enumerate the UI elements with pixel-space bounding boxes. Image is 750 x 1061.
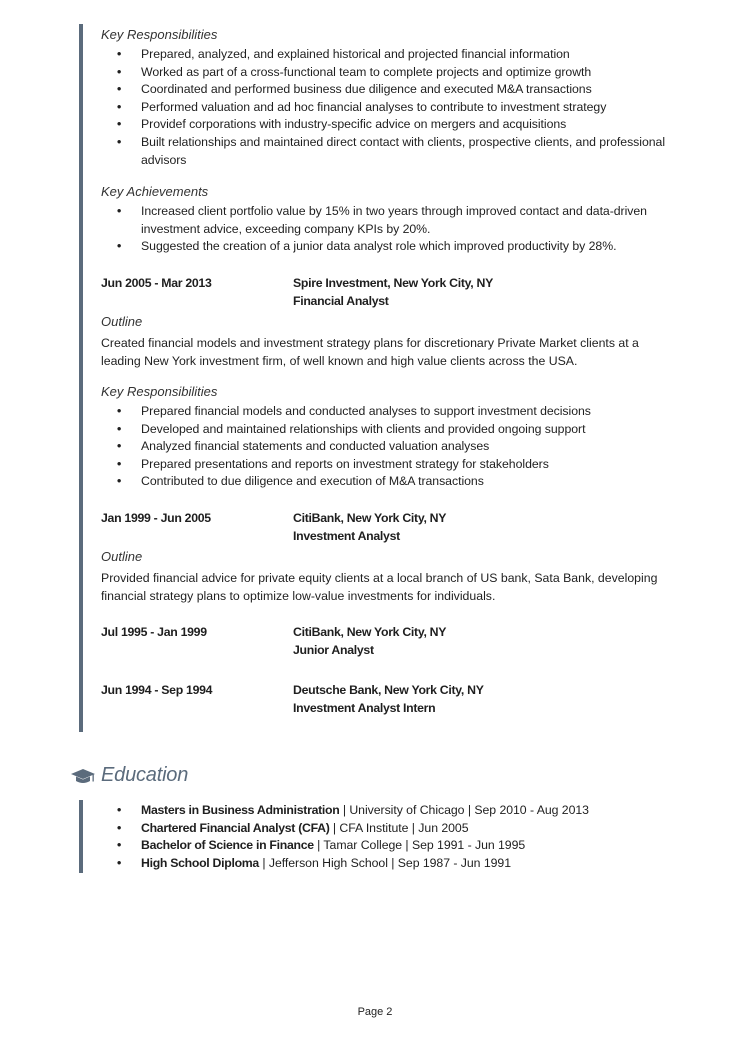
list-item: • Prepared financial models and conducted analyses to support investment decisions — [101, 403, 681, 421]
degree-name: Bachelor of Science in Finance — [141, 838, 314, 853]
education-list — [101, 802, 681, 872]
list-item: • Providef corporations with industry-specific advice on mergers and acquisitions — [101, 116, 681, 134]
job-dates: Jun 1994 - Sep 1994 — [101, 682, 213, 697]
list-item: • Prepared presentations and reports on investment strategy for stakeholders — [101, 456, 681, 474]
degree-name: Masters in Business Administration — [141, 803, 340, 817]
list-item: • Suggested the creation of a junior data analyst role which improved productivity by 28%. — [101, 238, 681, 256]
job-dates: Jun 2005 - Mar 2013 — [101, 275, 212, 290]
job-role: Investment Analyst Intern — [293, 700, 436, 715]
job-title-block — [293, 623, 446, 659]
list-item: • Increased client portfolio value by 15% in two years through improved contact and data-driven investment advice, exceeding company KPIs by 20%. — [101, 203, 681, 238]
outline-heading: Outline — [101, 548, 143, 564]
job-header — [101, 681, 681, 717]
job-role: Financial Analyst — [293, 293, 389, 308]
list-item: • Analyzed financial statements and conducted valuation analyses — [101, 438, 681, 456]
graduation-cap-icon — [70, 766, 96, 786]
achievements-heading: Key Achievements — [101, 184, 209, 200]
degree-name: High School Diploma — [141, 855, 259, 870]
job-company: Deutsche Bank, New York City, NY — [293, 682, 484, 697]
degree-details: | Tamar College | Sep 1991 - Jun 1995 — [313, 838, 526, 853]
list-item — [101, 855, 681, 873]
list-item — [101, 837, 681, 855]
degree-name: Chartered Financial Analyst (CFA) — [141, 820, 330, 835]
list-item: • Contributed to due diligence and execution of M&A transactions — [101, 473, 681, 491]
job-title-block — [293, 274, 493, 310]
outline-heading: Outline — [101, 313, 143, 329]
job-header — [101, 274, 681, 310]
experience-section — [101, 26, 681, 717]
job-role: Junior Analyst — [293, 642, 374, 657]
responsibilities-heading: Key Responsibilities — [101, 27, 218, 42]
degree-details: | University of Chicago | Sep 2010 - Aug 2013 — [339, 803, 589, 817]
degree-details: | CFA Institute | Jun 2005 — [329, 820, 469, 835]
job-dates: Jul 1995 - Jan 1999 — [101, 624, 207, 639]
list-item: • Worked as part of a cross-functional team to complete projects and optimize growth — [101, 64, 681, 82]
job-company: Spire Investment, New York City, NY — [293, 275, 493, 290]
job-company: CitiBank, New York City, NY — [293, 510, 447, 525]
list-item: • Developed and maintained relationships with clients and provided ongoing support — [101, 421, 681, 439]
education-accent-bar — [79, 800, 83, 873]
outline-text: Provided financial advice for private equity clients at a local branch of US bank, Sata Bank, developing financial strategy plans to optimize low-value investments for individuals. — [101, 570, 658, 603]
page-number: Page 2 — [357, 1006, 393, 1018]
job-company: CitiBank, New York City, NY — [293, 624, 447, 639]
job-title-block — [293, 681, 484, 717]
outline-text: Created financial models and investment strategy plans for discretionary Private Market clients at a leading New York investment firm, of well known and high value clients across the USA. — [101, 335, 639, 368]
responsibilities-list — [101, 403, 681, 491]
education-heading — [70, 764, 188, 787]
degree-details: | Jefferson High School | Sep 1987 - Jun 1991 — [258, 855, 511, 870]
job-role: Investment Analyst — [293, 528, 400, 543]
list-item — [101, 802, 681, 820]
responsibilities-heading: Key Responsibilities — [101, 383, 218, 399]
list-item: • Prepared, analyzed, and explained historical and projected financial information — [101, 46, 681, 64]
job-header — [101, 509, 681, 545]
list-item: • Coordinated and performed business due diligence and executed M&A transactions — [101, 81, 681, 99]
education-section — [101, 802, 681, 872]
list-item: • Built relationships and maintained direct contact with clients, prospective clients, and professional advisors — [101, 134, 681, 169]
achievements-list — [101, 203, 681, 256]
list-item: • Performed valuation and ad hoc financial analyses to contribute to investment strategy — [101, 99, 681, 117]
list-item — [101, 820, 681, 838]
job-dates: Jan 1999 - Jun 2005 — [101, 510, 211, 525]
job-title-block — [293, 509, 446, 545]
job-header — [101, 623, 681, 659]
responsibilities-list — [101, 46, 681, 169]
section-title: Education — [101, 764, 189, 786]
experience-accent-bar — [79, 24, 83, 732]
